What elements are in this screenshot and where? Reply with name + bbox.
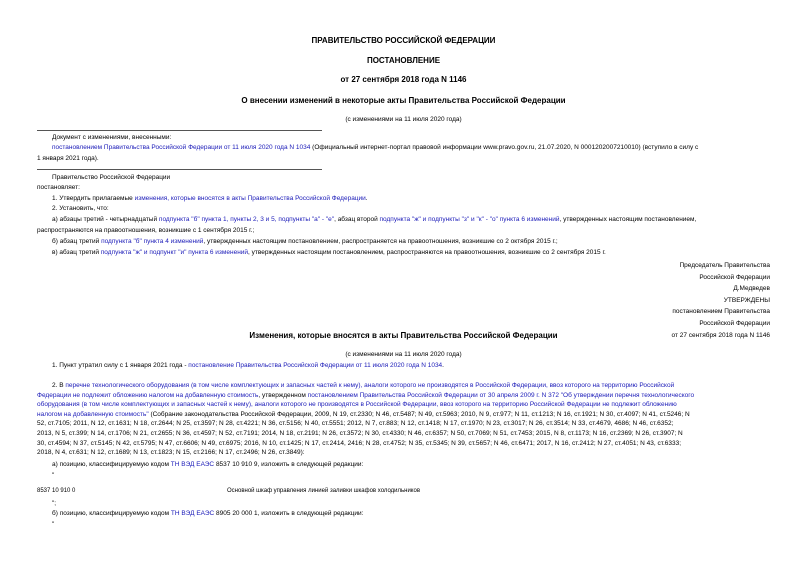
decree-point-2v — [52, 249, 606, 256]
paragraph-line — [37, 448, 770, 458]
decree-point-2a-cont: распространяются на правоотношения, возникшие с 1 сентября 2015 г.; — [37, 227, 255, 234]
text: , утвержденных настоящим постановлением, распространяется на правоотношения, возникшие со 2 октября 2015 г.; — [203, 238, 558, 245]
point-2b-link[interactable]: подпункта "б" пункта 4 изменений — [101, 238, 204, 245]
paragraph-link[interactable]: постановлением Правительства Российской Федерации от 30 апреля 2009 г. N 372 "Об утверждении перечня технологического — [307, 391, 695, 399]
paragraph-line — [37, 410, 770, 420]
changes-doc-line2: 1 января 2021 года). — [37, 155, 99, 162]
text: в) абзац третий — [52, 249, 101, 256]
quote-close-a: "; — [52, 500, 57, 507]
text: б) абзац третий — [52, 238, 102, 245]
changes-edition: (с изменениями на 11 июля 2020 года) — [345, 351, 462, 358]
edition-note: (с изменениями на 11 июля 2020 года) — [345, 116, 462, 123]
paragraph-text: , утвержденном — [258, 391, 308, 399]
paragraph-line — [37, 400, 770, 410]
quote-open-b: " — [52, 521, 55, 528]
paragraph-link[interactable]: оборудования (в том числе комплектующих и запасных частей к нему), аналоги которого не производятся в Российской Федерации, ввоз которого на территорию Российской Федерации не подлежит обложению — [37, 401, 677, 409]
changes-title: Изменения, которые вносятся в акты Правительства Российской Федерации — [249, 331, 558, 340]
approved-line-3: Российской Федерации — [699, 319, 770, 327]
table-row-code: 8537 10 910 0 — [37, 488, 76, 494]
paragraph-line — [37, 381, 770, 391]
text: а) позицию, классифицируемую кодом — [52, 461, 171, 468]
text: , утвержденных настоящим постановлением, распространяются на правоотношения, возникшие со 2 сентября 2015 г. — [248, 249, 606, 256]
government-heading: ПРАВИТЕЛЬСТВО РОССИЙСКОЙ ФЕДЕРАЦИИ — [311, 36, 496, 45]
divider-mid — [37, 169, 322, 170]
text: 1. Пункт утратил силу с 1 января 2021 года - — [52, 362, 189, 369]
document-kind: ПОСТАНОВЛЕНИЕ — [366, 56, 441, 65]
text: а) абзацы третий - четырнадцатый — [52, 216, 159, 223]
paragraph-link[interactable]: налогом на добавленную стоимость" — [37, 410, 149, 418]
item-b — [52, 510, 363, 517]
text: , утвержденных настоящим постановлением, — [559, 216, 697, 223]
changes-doc-line — [37, 144, 698, 151]
paragraph-text: 30, ст.4594; N 37, ст.5145; N 42, ст.5795; N 47, ст.6606; N 49, ст.6975; 2016, N 10, ст.1425; N 17, ст.2414, 2416; N 28, ст.4752; N 35, ст.5345; N 39, ст.5657; N 46, ст.6471; 2017, N 16, ст.2412; N 27, ст.4051; N 43, ст.6333; — [37, 439, 682, 447]
text: , абзац второй — [334, 216, 380, 223]
item-a — [52, 461, 363, 468]
tn-ved-link-a[interactable]: ТН ВЭД ЕАЭС — [170, 461, 215, 468]
point-2v-link[interactable]: подпункта "ж" и подпункт "и" пункта 6 изменений — [100, 249, 249, 256]
divider-top — [37, 130, 322, 131]
paragraph-text: 2018, N 4, ст.631; N 12, ст.1689; N 13, ст.1823; N 15, ст.2166; N 17, ст.2496; N 26, ст.3849): — [37, 449, 305, 457]
paragraph-text: 52, ст.7105; 2011, N 12, ст.1631; N 18, ст.2644; N 25, ст.3597; N 28, ст.4221; N 36, ст.5156; N 40, ст.5551; 2012, N 7, ст.883; N 12, ст.1418; N 17, ст.1970; N 23, ст.3017; N 26, ст.3514; N 33, ст.4679, 4686; N 46, ст.6352; — [37, 420, 674, 428]
paragraph-line — [37, 391, 770, 401]
decree-resolves: постановляет: — [37, 184, 80, 191]
decree-point-2a — [52, 216, 696, 223]
point-2a-link-2[interactable]: подпункта "ж" и подпункты "з" и "к" - "о" пункта 6 изменений — [379, 216, 560, 223]
text: 8537 10 910 9, изложить в следующей редакции: — [214, 461, 364, 468]
document-date: от 27 сентября 2018 года N 1146 — [340, 75, 467, 84]
text: 8905 20 000 1, изложить в следующей редакции: — [214, 510, 364, 517]
decree-point-1 — [52, 195, 368, 202]
paragraph-text: 2. В — [52, 382, 66, 389]
approved-line-2: постановлением Правительства — [672, 308, 770, 316]
decree-point-2b — [52, 238, 558, 245]
changes-doc-rest: (Официальный интернет-портал правовой информации www.pravo.gov.ru, 21.07.2020, N 0001202007210010) (вступило в силу с — [310, 144, 699, 151]
paragraph-text: 2013, N 5, ст.399; N 14, ст.1706; N 21, ст.2655; N 36, ст.4597; N 52, ст.7191; 2014, N 18, ст.2191; N 26, ст.3572; N 30, ст.4330; N 46, ст.6357; N 50, ст.7069; N 51, ст.7453; 2015, N 8, ст.1173; N 16, ст.2369; N 26, ст.3907; N — [37, 429, 683, 437]
text: . — [365, 195, 368, 202]
approved-changes-link[interactable]: изменения, которые вносятся в акты Правительства Российской Федерации — [134, 195, 366, 202]
paragraph-line — [37, 419, 770, 429]
repeal-link[interactable]: постановление Правительства Российской Федерации от 11 июля 2020 года N 1034 — [188, 362, 443, 369]
signature-name: Д.Медведев — [733, 285, 770, 293]
signature-line-1: Председатель Правительства — [679, 262, 770, 269]
signature-line-2: Российской Федерации — [699, 273, 770, 281]
approved-line-1: УТВЕРЖДЕНЫ — [723, 296, 770, 304]
changes-point-2 — [37, 381, 770, 458]
signature-block — [672, 260, 771, 341]
text: . — [442, 362, 444, 369]
changes-intro: Документ с изменениями, внесенными: — [52, 134, 172, 141]
paragraph-text: (Собрание законодательства Российской Федерации, 2009, N 19, ст.2330; N 46, ст.5487; N 49, ст.5963; 2010, N 9, ст.977; N 11, ст.1213; N 16, ст.1921; N 30, ст.4097; N 41, ст.5246; N — [148, 410, 690, 418]
point-2a-link-1[interactable]: подпункта "б" пункта 1, пункты 2, 3 и 5, подпункты "а" - "е" — [158, 216, 335, 223]
table-row-text: Основной шкаф управления линией заливки шкафов холодильников — [227, 488, 421, 494]
text: 1. Утвердить прилагаемые — [52, 195, 135, 202]
paragraph-line — [37, 439, 770, 449]
changes-point-1 — [52, 362, 444, 369]
decree-point-2: 2. Установить, что: — [52, 205, 109, 212]
paragraph-link[interactable]: Федерации не подлежит обложению налогом на добавленную стоимость — [37, 391, 259, 399]
paragraph-line — [37, 429, 770, 439]
quote-open-a: " — [52, 472, 55, 479]
changes-doc-link[interactable]: постановлением Правительства Российской Федерации от 11 июля 2020 года N 1034 — [52, 144, 311, 151]
decree-government: Правительство Российской Федерации — [52, 174, 171, 181]
text: б) позицию, классифицируемую кодом — [52, 510, 171, 517]
document-title: О внесении изменений в некоторые акты Правительства Российской Федерации — [241, 96, 566, 105]
approved-line-4: от 27 сентября 2018 года N 1146 — [671, 331, 770, 339]
tn-ved-link-b[interactable]: ТН ВЭД ЕАЭС — [170, 510, 215, 517]
paragraph-link[interactable]: перечне технологического оборудования (в том числе комплектующих и запасных частей к нему), аналоги которого не производятся в Российской Федерации, ввоз которого на территорию Российской — [65, 382, 675, 389]
